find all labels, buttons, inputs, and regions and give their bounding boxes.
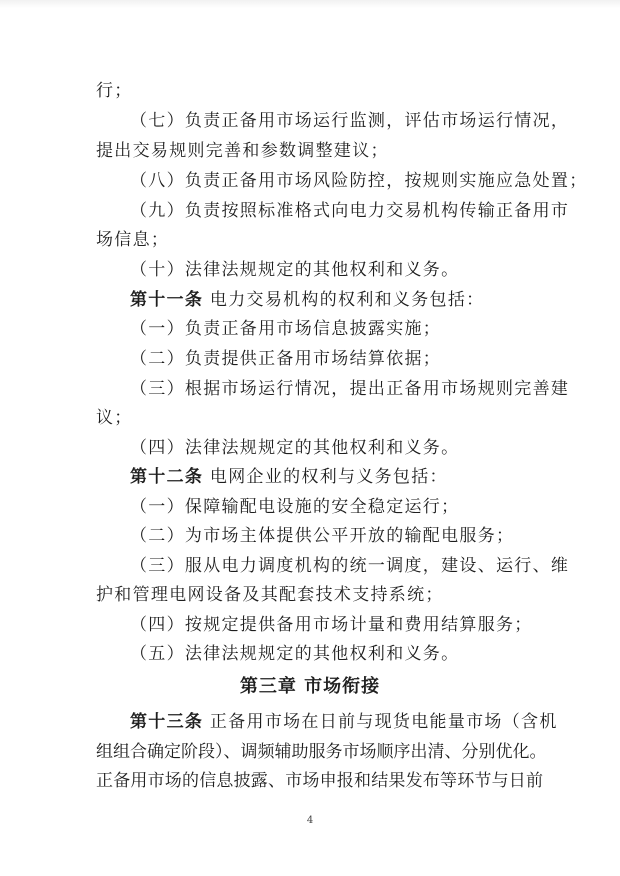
text-line: （十）法律法规规定的其他权利和义务。 — [130, 260, 460, 280]
page-number: 4 — [306, 815, 314, 826]
text-line: 议； — [96, 408, 133, 428]
text-line: （四）法律法规规定的其他权利和义务。 — [130, 438, 460, 458]
article-text: 电网企业的权利与义务包括： — [209, 467, 448, 487]
scan-edge-shade — [0, 0, 620, 8]
text-line: （四）按规定提供备用市场计量和费用结算服务； — [130, 615, 533, 635]
text-line: （三）服从电力调度机构的统一调度，建设、运行、维 — [130, 556, 570, 576]
article-number: 第十二条 — [130, 467, 204, 487]
text-line: （九）负责按照标准格式向电力交易机构传输正备用市 — [130, 201, 570, 221]
text-line: 护和管理电网设备及其配套技术支持系统； — [96, 585, 444, 605]
chapter-heading: 第三章 市场衔接 — [239, 676, 381, 697]
article-number: 第十三条 — [130, 712, 204, 732]
text-line: （五）法律法规规定的其他权利和义务。 — [130, 644, 460, 664]
text-line: （七）负责正备用市场运行监测，评估市场运行情况， — [130, 111, 570, 131]
text-line: 组组合确定阶段）、调频辅助服务市场顺序出清、分别优化。 — [96, 742, 547, 762]
text-line: （二）负责提供正备用市场结算依据； — [130, 349, 442, 369]
text-line: （八）负责正备用市场风险防控，按规则实施应急处置； — [130, 171, 588, 191]
text-line: （二）为市场主体提供公平开放的输配电服务； — [130, 526, 515, 546]
article-text: 正备用市场在日前与现货电能量市场（含机 — [209, 712, 558, 732]
text-line: 提出交易规则完善和参数调整建议； — [96, 141, 389, 161]
article-number: 第十一条 — [130, 290, 204, 310]
article-12-heading — [130, 467, 532, 487]
text-line: （一）保障输配电设施的安全稳定运行； — [130, 497, 460, 517]
text-line: （三）根据市场运行情况，提出正备用市场规则完善建 — [130, 379, 570, 399]
text-line: （一）负责正备用市场信息披露实施； — [130, 319, 442, 339]
article-11-heading — [130, 290, 532, 310]
article-13-heading — [130, 712, 558, 732]
text-line: 正备用市场的信息披露、市场申报和结果发布等环节与日前 — [96, 771, 544, 791]
text-line: 行； — [96, 81, 133, 101]
text-line: 场信息； — [96, 230, 170, 250]
article-text: 电力交易机构的权利和义务包括： — [209, 290, 485, 310]
